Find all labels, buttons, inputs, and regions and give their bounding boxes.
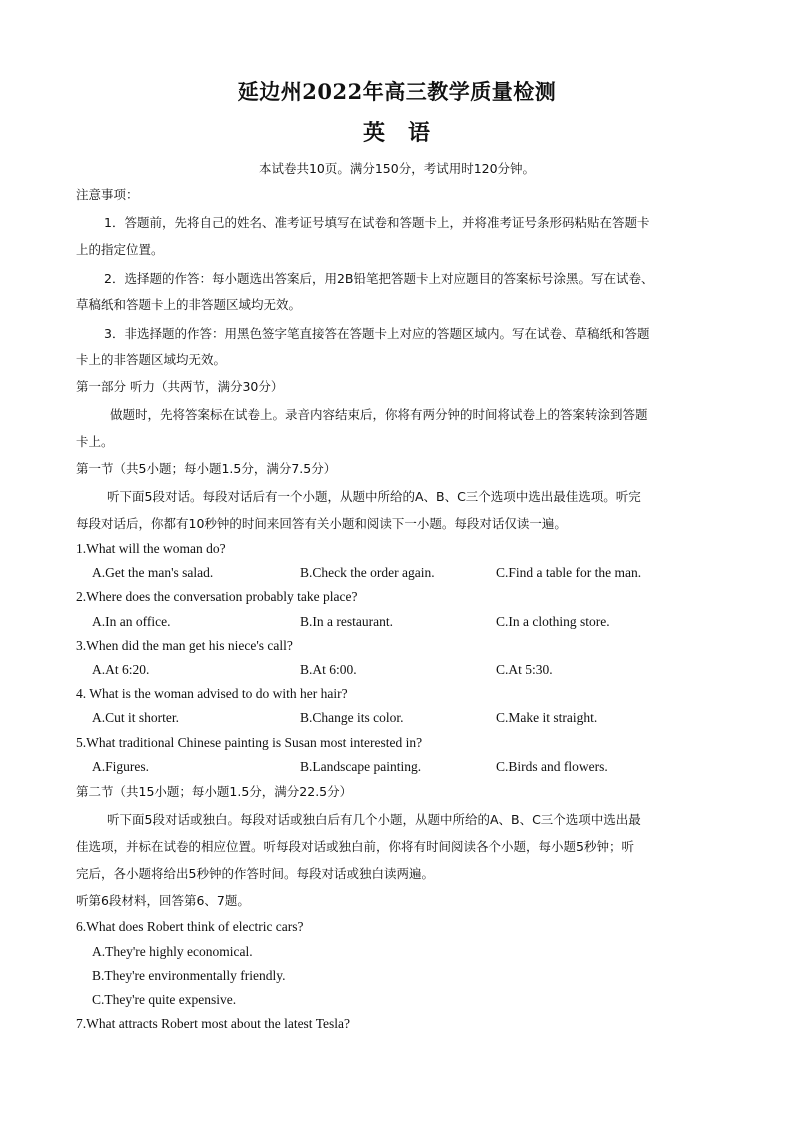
notes-heading: 注意事项： <box>76 187 139 202</box>
note-2-line-2: 草稿纸和答题卡上的非答题区域均无效。 <box>76 297 302 312</box>
option-4a: A.Cut it shorter. <box>92 710 179 725</box>
option-4c: C.Make it straight. <box>496 710 598 725</box>
subject-char-1: 英 <box>362 120 386 146</box>
question-5: 5.What traditional Chinese painting is Susan most interested in? <box>76 735 423 750</box>
question-2: 2.Where does the conversation probably take place? <box>76 589 358 604</box>
section2-instr-line-1: 听下面5段对话或独白。每段对话或独白后有几个小题，从题中所给的A、B、C三个选项中选出最 <box>107 812 641 827</box>
section2-instr-line-3: 完后，各小题将给出5秒钟的作答时间。每段对话或独白读两遍。 <box>76 866 434 881</box>
option-6b: B.They're environmentally friendly. <box>92 968 286 983</box>
question-3: 3.When did the man get his niece's call? <box>76 638 293 653</box>
option-3c: C.At 5:30. <box>496 662 553 677</box>
option-5a: A.Figures. <box>92 759 149 774</box>
part1-instr-line-2: 卡上。 <box>76 434 114 449</box>
option-5b: B.Landscape painting. <box>300 759 422 774</box>
option-4b: B.Change its color. <box>300 710 404 725</box>
note-3-line-1: 3．非选择题的作答：用黑色签字笔直接答在答题卡上对应的答题区域内。写在试卷、草稿纸和答题 <box>104 326 650 341</box>
note-1-line-2: 上的指定位置。 <box>76 242 164 257</box>
option-3b: B.At 6:00. <box>300 662 357 677</box>
part1-heading: 第一部分 听力（共两节，满分30分） <box>76 379 284 394</box>
option-2a: A.In an office. <box>92 614 171 629</box>
option-6c: C.They're quite expensive. <box>92 992 237 1007</box>
note-2-line-1: 2．选择题的作答：每小题选出答案后，用2B铅笔把答题卡上对应题目的答案标号涂黑。写在试卷、 <box>104 271 654 286</box>
section2-heading: 第二节（共15小题；每小题1.5分，满分22.5分） <box>76 784 353 799</box>
note-3-line-2: 卡上的非答题区域均无效。 <box>76 352 227 367</box>
section2-instr-line-2: 佳选项，并标在试卷的相应位置。听每段对话或独白前，你将有时间阅读各个小题，每小题5秒钟；听 <box>76 839 634 854</box>
subject-char-2: 语 <box>408 120 432 146</box>
option-5c: C.Birds and flowers. <box>496 759 608 774</box>
option-1a: A.Get the man's salad. <box>92 565 214 580</box>
exam-info: 本试卷共10页。满分150分，考试用时120分钟。 <box>258 161 536 176</box>
option-2c: C.In a clothing store. <box>496 614 610 629</box>
option-6a: A.They're highly economical. <box>92 944 253 959</box>
option-2b: B.In a restaurant. <box>300 614 393 629</box>
section1-instr-line-2: 每段对话后，你都有10秒钟的时间来回答有关小题和阅读下一小题。每段对话仅读一遍。 <box>76 516 567 531</box>
section1-instr-line-1: 听下面5段对话。每段对话后有一个小题，从题中所给的A、B、C三个选项中选出最佳选项。听完 <box>107 489 641 504</box>
exam-subject <box>0 116 794 147</box>
question-7: 7.What attracts Robert most about the latest Tesla? <box>76 1016 350 1031</box>
question-6: 6.What does Robert think of electric cars? <box>76 919 304 934</box>
option-1c: C.Find a table for the man. <box>496 565 642 580</box>
material-6-heading: 听第6段材料，回答第6、7题。 <box>76 893 250 908</box>
note-1-line-1: 1．答题前，先将自己的姓名、准考证号填写在试卷和答题卡上，并将准考证号条形码粘贴在答题卡 <box>104 215 650 230</box>
option-1b: B.Check the order again. <box>300 565 435 580</box>
exam-title: 延边州2022年高三教学质量检测 <box>237 79 557 104</box>
question-1: 1.What will the woman do? <box>76 541 226 556</box>
option-3a: A.At 6:20. <box>92 662 150 677</box>
section1-heading: 第一节（共5小题；每小题1.5分，满分7.5分） <box>76 461 337 476</box>
question-4: 4. What is the woman advised to do with her hair? <box>76 686 348 701</box>
part1-instr-line-1: 做题时，先将答案标在试卷上。录音内容结束后，你将有两分钟的时间将试卷上的答案转涂到答题 <box>110 407 648 422</box>
